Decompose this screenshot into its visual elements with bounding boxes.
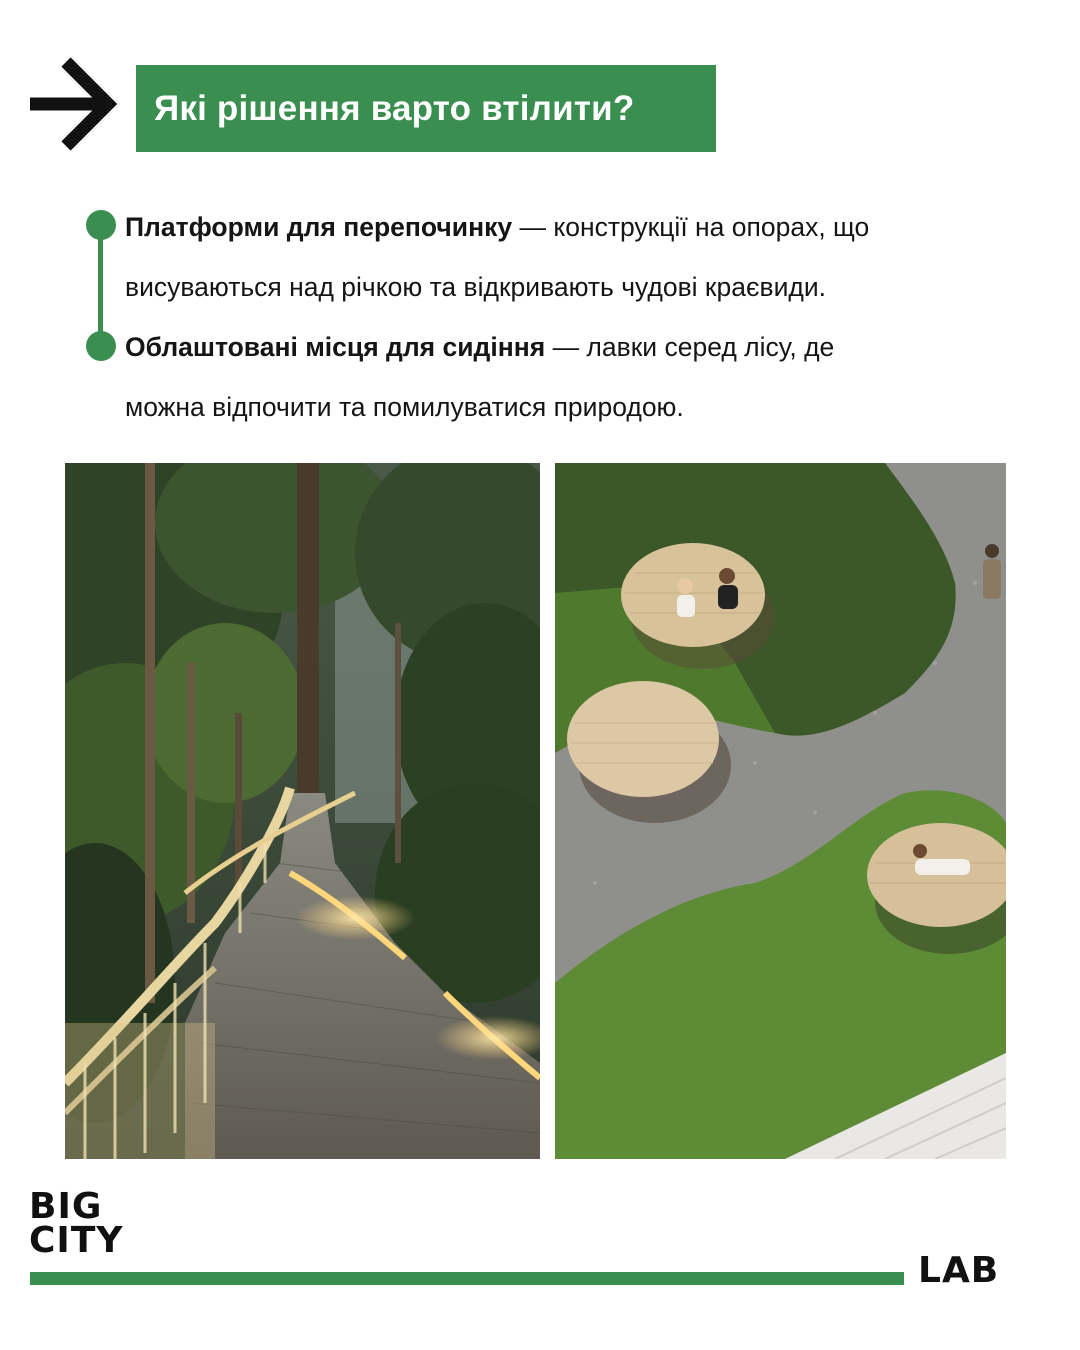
bullet-item-1-line1 [125,197,1030,257]
bullet-item-1-line2: висуваються над річкою та відкривають чудові краєвиди. [125,272,827,302]
bullet-item-1-desc: — конструкції на опорах, що [512,212,870,242]
illuminated-boardwalk-photo [65,463,540,1159]
brand-logo-line1: BIG [29,1186,103,1227]
bullet-item-2-desc: — лавки серед лісу, де [545,332,835,362]
brand-logo-line2: CITY [29,1220,124,1261]
bullet-item-2-heading: Облаштовані місця для сидіння [125,332,546,362]
round-benches-aerial-photo [555,463,1006,1159]
bullet-item-1-heading: Платформи для перепочинку [125,212,513,242]
bullet-connector-line [98,225,103,347]
arrow-right-icon [28,56,120,152]
brand-logo [29,1186,124,1261]
page-title-text: Які рішення варто втілити? [154,88,635,128]
bullet-item-1 [125,197,1030,317]
page-title [136,65,716,152]
bullet-item-2-line1 [125,317,1030,377]
bullet-dot-2 [86,331,116,361]
brand-lab-label: LAB [918,1250,1000,1291]
bullet-item-2 [125,317,1030,437]
footer-accent-bar [30,1272,904,1285]
bullet-item-2-line2: можна відпочити та помилуватися природою. [125,392,684,422]
